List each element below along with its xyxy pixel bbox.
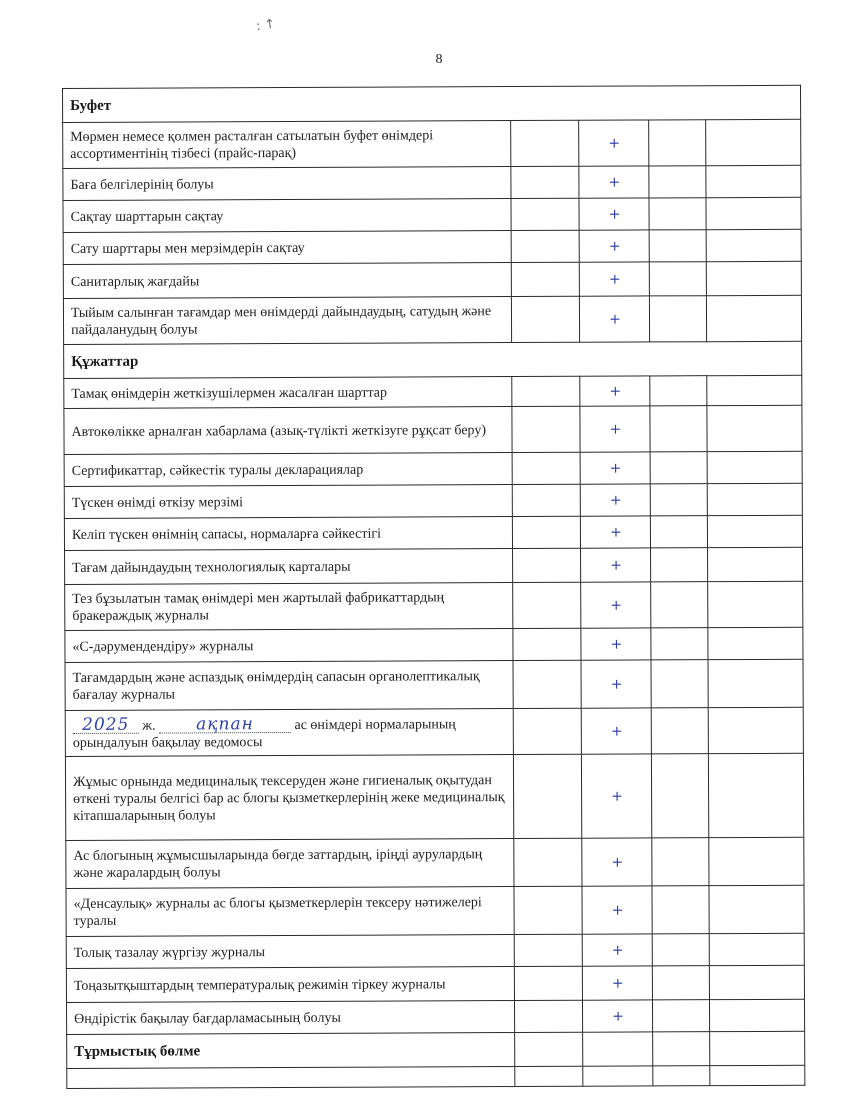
empty-cell bbox=[514, 966, 582, 1000]
table-row bbox=[65, 627, 803, 662]
empty-cell bbox=[583, 1032, 653, 1066]
section-row-bufet bbox=[63, 85, 801, 122]
table-row bbox=[65, 753, 803, 840]
table-row bbox=[63, 261, 801, 298]
empty-cell bbox=[651, 754, 708, 838]
empty-cell bbox=[512, 406, 580, 452]
check-mark: + bbox=[582, 934, 652, 966]
empty-cell bbox=[650, 376, 707, 406]
section-title: Тұрмыстық бөлме bbox=[67, 1033, 515, 1069]
empty-cell bbox=[707, 405, 802, 451]
empty-cell bbox=[511, 166, 579, 198]
empty-cell bbox=[650, 406, 707, 452]
section-title: Буфет bbox=[63, 85, 801, 122]
table-row bbox=[66, 837, 804, 888]
empty-cell bbox=[651, 582, 708, 628]
table-row bbox=[65, 659, 803, 710]
item-text: Сертификаттар, сәйкестік туралы декларациялар bbox=[64, 453, 512, 487]
empty-cell bbox=[513, 754, 581, 838]
empty-cell bbox=[515, 1066, 583, 1086]
check-mark: + bbox=[580, 484, 650, 516]
empty-cell bbox=[651, 660, 708, 708]
empty-cell bbox=[653, 1032, 710, 1066]
table-row bbox=[65, 547, 803, 584]
table-row bbox=[66, 885, 804, 936]
check-mark: + bbox=[581, 660, 651, 708]
empty-cell bbox=[652, 838, 709, 886]
check-mark: + bbox=[579, 296, 649, 342]
check-mark: + bbox=[580, 376, 650, 406]
table-row bbox=[64, 375, 802, 408]
empty-cell bbox=[708, 581, 803, 627]
item-text: Санитарлық жағдайы bbox=[63, 263, 511, 299]
empty-cell bbox=[512, 376, 580, 406]
empty-cell bbox=[708, 547, 803, 581]
check-mark: + bbox=[580, 516, 650, 548]
item-text: Тағамдардың және аспаздық өнімдердің сапасын органолептикалық бағалау журналы bbox=[65, 661, 513, 711]
empty-cell bbox=[511, 296, 579, 342]
item-text: Баға белгілерінің болуы bbox=[63, 167, 511, 201]
table-row bbox=[63, 165, 801, 200]
empty-cell bbox=[649, 230, 706, 262]
empty-cell bbox=[651, 628, 708, 660]
empty-cell bbox=[706, 261, 801, 295]
check-mark: + bbox=[579, 198, 649, 230]
empty-cell bbox=[710, 1065, 805, 1085]
check-mark: + bbox=[581, 582, 651, 628]
item-text: Тамақ өнімдерін жеткізушілермен жасалған шарттар bbox=[64, 377, 512, 409]
table-row bbox=[67, 1065, 805, 1088]
empty-cell bbox=[706, 229, 801, 261]
empty-cell bbox=[514, 886, 582, 934]
empty-cell bbox=[650, 516, 707, 548]
check-mark: + bbox=[582, 1000, 652, 1032]
empty-cell bbox=[652, 966, 709, 1000]
empty-cell bbox=[652, 1000, 709, 1032]
empty-cell bbox=[512, 516, 580, 548]
item-text: Ас блогының жұмысшыларында бөгде заттардың, іріңді аурулардың және жаралардың болуы bbox=[66, 839, 514, 889]
checklist-table bbox=[62, 85, 805, 1089]
empty-cell bbox=[513, 628, 581, 660]
empty-cell bbox=[707, 483, 802, 515]
empty-cell bbox=[514, 934, 582, 966]
empty-cell bbox=[709, 999, 804, 1031]
empty-cell bbox=[513, 660, 581, 708]
empty-cell bbox=[652, 934, 709, 966]
ledger-text: ас өнімдері нормаларының bbox=[294, 716, 456, 733]
empty-cell bbox=[513, 582, 581, 628]
item-text-ledger bbox=[65, 709, 513, 757]
empty-cell bbox=[583, 1066, 653, 1086]
check-mark: + bbox=[582, 838, 652, 886]
section-row-household-room bbox=[67, 1031, 805, 1068]
empty-cell bbox=[709, 965, 804, 999]
table-row bbox=[63, 119, 801, 168]
check-mark: + bbox=[581, 754, 651, 838]
scan-mark: : ↑ bbox=[255, 16, 277, 35]
check-mark: + bbox=[579, 166, 649, 198]
empty-cell bbox=[709, 837, 804, 885]
item-text: Түскен өнімді өткізу мерзімі bbox=[64, 485, 512, 519]
check-mark: + bbox=[579, 262, 649, 296]
empty-cell bbox=[511, 230, 579, 262]
empty-cell bbox=[515, 1032, 583, 1066]
empty-cell bbox=[708, 707, 803, 753]
table-row bbox=[63, 197, 801, 232]
check-mark: + bbox=[581, 548, 651, 582]
section-row-documents bbox=[64, 341, 802, 378]
item-text: Жұмыс орнында медициналық тексеруден және гигиеналық оқытудан өткені туралы белгісі бар ас блогы қызметкерлерінің жеке медициналық кітапшаларының болуы bbox=[65, 755, 513, 841]
item-text: «Денсаулық» журналы ас блогы қызметкерлерін тексеру нәтижелері туралы bbox=[66, 887, 514, 937]
empty-cell bbox=[652, 886, 709, 934]
empty-cell bbox=[513, 548, 581, 582]
table-row bbox=[65, 581, 803, 630]
check-mark: + bbox=[582, 886, 652, 934]
table-row bbox=[63, 295, 801, 344]
empty-cell bbox=[651, 708, 708, 754]
table-row bbox=[66, 933, 804, 968]
empty-cell bbox=[706, 197, 801, 229]
empty-cell bbox=[708, 659, 803, 707]
item-text: Тағам дайындаудың технологиялық карталары bbox=[65, 549, 513, 585]
table-row bbox=[66, 965, 804, 1002]
check-mark: + bbox=[580, 452, 650, 484]
section-title: Құжаттар bbox=[64, 341, 802, 378]
check-mark: + bbox=[582, 966, 652, 1000]
item-text: Толық тазалау жүргізу журналы bbox=[66, 935, 514, 969]
item-text: Сату шарттары мен мерзімдерін сақтау bbox=[63, 231, 511, 265]
item-text: Сақтау шарттарын сақтау bbox=[63, 199, 511, 233]
empty-cell bbox=[650, 452, 707, 484]
item-text: Мөрмен немесе қолмен расталған сатылатын буфет өнімдері ассортиментінің тізбесі (прайс-парақ) bbox=[63, 121, 511, 169]
table-row bbox=[64, 515, 802, 550]
item-text: Тыйым салынған тағамдар мен өнімдерді дайындаудың, сатудың және пайдаланудың болуы bbox=[63, 297, 511, 345]
empty-cell bbox=[706, 165, 801, 197]
ledger-text-line2: орындалуын бақылау ведомосы bbox=[72, 734, 263, 751]
empty-cell bbox=[709, 885, 804, 933]
empty-cell bbox=[511, 120, 579, 166]
empty-cell bbox=[653, 1066, 710, 1086]
item-text: Тоңазытқыштардың температуралық режимін тіркеу журналы bbox=[66, 967, 514, 1003]
table-row-ledger bbox=[65, 707, 803, 756]
empty-cell bbox=[512, 484, 580, 516]
item-text: Тез бұзылатын тамақ өнімдері мен жартылай фабрикаттардың бракераждық журналы bbox=[65, 583, 513, 631]
empty-cell bbox=[649, 296, 706, 342]
table-row bbox=[64, 451, 802, 486]
empty-cell bbox=[514, 1000, 582, 1032]
empty-cell bbox=[514, 838, 582, 886]
item-text: Автокөлікке арналған хабарлама (азық-түлікті жеткізуге рұқсат беру) bbox=[64, 407, 512, 455]
table-row bbox=[64, 405, 802, 454]
empty-cell bbox=[649, 262, 706, 296]
empty-cell bbox=[511, 198, 579, 230]
empty-cell bbox=[67, 1067, 515, 1089]
empty-cell bbox=[710, 1031, 805, 1065]
item-text: Келіп түскен өнімнің сапасы, нормаларға сәйкестігі bbox=[64, 517, 512, 551]
empty-cell bbox=[706, 295, 801, 341]
table-row bbox=[64, 483, 802, 518]
empty-cell bbox=[651, 548, 708, 582]
empty-cell bbox=[511, 262, 579, 296]
empty-cell bbox=[649, 120, 706, 166]
empty-cell bbox=[708, 753, 803, 837]
empty-cell bbox=[707, 375, 802, 405]
page-number: 8 bbox=[435, 52, 443, 67]
empty-cell bbox=[649, 166, 706, 198]
table-row bbox=[63, 229, 801, 264]
empty-cell bbox=[707, 515, 802, 547]
item-text: «С-дәрумендендіру» журналы bbox=[65, 629, 513, 663]
year-suffix: ж. bbox=[142, 718, 156, 734]
empty-cell bbox=[512, 452, 580, 484]
empty-cell bbox=[707, 451, 802, 483]
check-mark: + bbox=[581, 708, 651, 754]
empty-cell bbox=[709, 933, 804, 965]
empty-cell bbox=[650, 484, 707, 516]
table-row bbox=[66, 999, 804, 1034]
check-mark: + bbox=[579, 120, 649, 166]
check-mark: + bbox=[579, 230, 649, 262]
empty-cell bbox=[649, 198, 706, 230]
check-mark: + bbox=[581, 628, 651, 660]
handwritten-year: 2025 bbox=[73, 716, 139, 733]
empty-cell bbox=[513, 708, 581, 754]
empty-cell bbox=[708, 627, 803, 659]
handwritten-month: ақпан bbox=[159, 716, 291, 734]
check-mark: + bbox=[580, 406, 650, 452]
item-text: Өндірістік бақылау бағдарламасының болуы bbox=[66, 1001, 514, 1035]
empty-cell bbox=[706, 119, 801, 165]
